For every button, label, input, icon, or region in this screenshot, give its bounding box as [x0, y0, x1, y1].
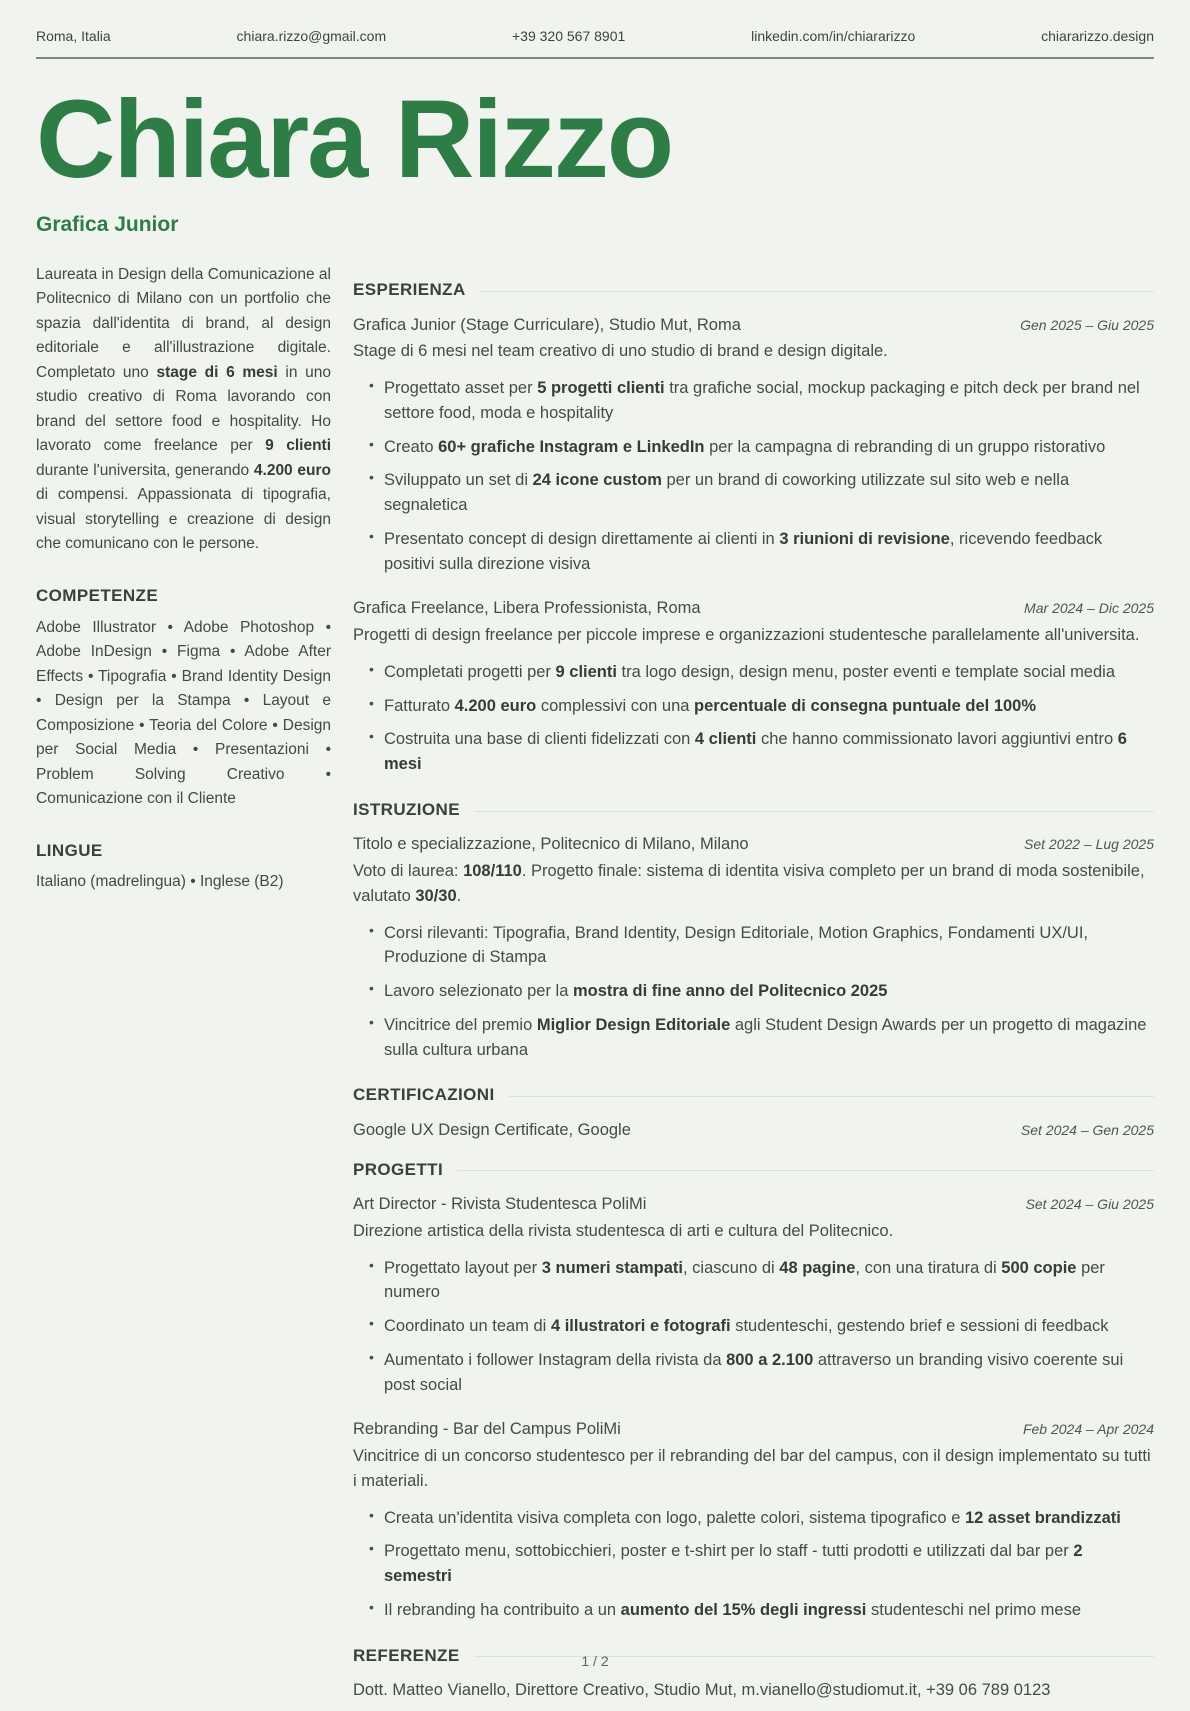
- section-certificazioni: [353, 1082, 1154, 1142]
- languages-list: Italiano (madrelingua) • Inglese (B2): [36, 873, 284, 891]
- entry-date: Set 2024 – Giu 2025: [1025, 1196, 1154, 1212]
- bullet-list: [353, 376, 1154, 576]
- entry-description: Direzione artistica della rivista studentesca di arti e cultura del Politecnico.: [353, 1221, 894, 1240]
- bullet-item: • Il rebranding ha contribuito a un aumento del 15% degli ingressi studenteschi nel primo mese: [369, 1598, 1154, 1623]
- bullet-item: • Fatturato 4.200 euro complessivi con una percentuale di consegna puntuale del 100%: [369, 694, 1154, 719]
- bullet-item: • Creato 60+ grafiche Instagram e LinkedIn per la campagna di rebranding di un gruppo ristorativo: [369, 435, 1154, 460]
- entry-title: Grafica Freelance, Libera Professionista, Roma: [353, 599, 701, 618]
- bullet-item: • Vincitrice del premio Miglior Design Editoriale agli Student Design Awards per un progetto di magazine sulla cultura urbana: [369, 1013, 1154, 1063]
- bullet-item: • Lavoro selezionato per la mostra di fine anno del Politecnico 2025: [369, 979, 1154, 1004]
- section-heading-rule: [480, 291, 1154, 292]
- education-entry: [353, 832, 1154, 1062]
- main-column: [353, 263, 1154, 1711]
- entry-description: Progetti di design freelance per piccole imprese e organizzazioni studentesche parallelamente all'universita.: [353, 626, 1140, 644]
- entry-date: Gen 2025 – Giu 2025: [1020, 316, 1154, 333]
- entry-title: Grafica Junior (Stage Curriculare), Studio Mut, Roma: [353, 315, 741, 334]
- entry-date: Mar 2024 – Dic 2025: [1024, 600, 1154, 617]
- section-heading-rule: [457, 1170, 1154, 1171]
- page-number: 1 / 2: [581, 1653, 609, 1669]
- bullet-item: • Aumentato i follower Instagram della rivista da 800 a 2.100 attraverso un branding visivo coerente sui post social: [369, 1348, 1154, 1398]
- entry-title: Google UX Design Certificate, Google: [353, 1120, 631, 1139]
- project-entry: [353, 1417, 1154, 1622]
- section-heading: REFERENZE: [353, 1645, 460, 1665]
- bullet-item: • Completati progetti per 9 clienti tra logo design, design menu, poster eventi e template social media: [369, 660, 1154, 685]
- entry-title: Art Director - Rivista Studentesca PoliMi: [353, 1195, 647, 1213]
- skills-heading: COMPETENZE: [36, 585, 159, 605]
- contact-phone[interactable]: +39 320 567 8901: [511, 28, 626, 44]
- entry-date: Set 2022 – Lug 2025: [1023, 836, 1154, 853]
- reference-contact: Dott. Matteo Vianello, Direttore Creativo, Studio Mut, m.vianello@studiomut.it, +39 06 789 0123: [353, 1681, 1051, 1699]
- experience-entry: [353, 596, 1154, 777]
- entry-title: Titolo e specializzazione, Politecnico di Milano, Milano: [353, 835, 749, 854]
- bullet-list: [353, 921, 1154, 1063]
- entry-description: Voto di laurea: 108/110. Progetto finale: sistema di identita visiva completo per un brand di moda sostenibile, valutato 30/30.: [353, 862, 1145, 905]
- entry-date: Set 2024 – Gen 2025: [1020, 1121, 1154, 1138]
- certification-entry: [353, 1118, 1154, 1143]
- section-heading: CERTIFICAZIONI: [353, 1085, 495, 1105]
- bullet-item: • Presentato concept di design direttamente ai clienti in 3 riunioni di revisione, ricevendo feedback positivi sulla direzione visiva: [369, 527, 1154, 577]
- entry-title: Rebranding - Bar del Campus PoliMi: [353, 1420, 621, 1439]
- page-title: Chiara Rizzo: [36, 78, 673, 201]
- entry-description: Vincitrice di un concorso studentesco per il rebranding del bar del campus, con il design implementato su tutti i materiali.: [353, 1447, 1151, 1490]
- section-heading: ISTRUZIONE: [353, 799, 460, 819]
- contact-website[interactable]: chiararizzo.design: [1041, 28, 1154, 44]
- section-heading: ESPERIENZA: [353, 280, 466, 299]
- contact-email[interactable]: chiara.rizzo@gmail.com: [236, 28, 387, 44]
- contact-location: Roma, Italia: [36, 28, 111, 44]
- sidebar: [36, 263, 331, 1711]
- bullet-item: • Coordinato un team di 4 illustratori e fotografi studenteschi, gestendo brief e sessioni di feedback: [369, 1314, 1154, 1339]
- bullet-item: • Sviluppato un set di 24 icone custom per un brand di coworking utilizzate sul sito web e nella segnaletica: [369, 468, 1154, 518]
- bullet-item: • Corsi rilevanti: Tipografia, Brand Identity, Design Editoriale, Motion Graphics, Fondamenti UX/UI, Produzione di Stampa: [369, 921, 1154, 971]
- bullet-item: • Progettato asset per 5 progetti clienti tra grafiche social, mockup packaging e pitch deck per brand nel settore food, moda e hospitality: [369, 376, 1154, 426]
- contact-linkedin[interactable]: linkedin.com/in/chiararizzo: [751, 28, 916, 44]
- bullet-item: • Progettato menu, sottobicchieri, poster e t-shirt per lo staff - tutti prodotti e utilizzati dal bar per 2 semestri: [369, 1539, 1154, 1589]
- bullet-item: • Progettato layout per 3 numeri stampati, ciascuno di 48 pagine, con una tiratura di 500 copie per numero: [369, 1256, 1154, 1306]
- contact-bar: [36, 0, 1154, 44]
- bullet-list: [353, 1506, 1154, 1623]
- entry-date: Feb 2024 – Apr 2024: [1022, 1421, 1154, 1438]
- bullet-item: • Creata un'identita visiva completa con logo, palette colori, sistema tipografico e 12 asset brandizzati: [369, 1506, 1154, 1531]
- section-heading-rule: [509, 1096, 1154, 1097]
- header-divider: [36, 57, 1154, 59]
- bullet-list: [353, 660, 1154, 777]
- experience-entry: [353, 313, 1154, 577]
- bullet-list: [353, 1256, 1154, 1398]
- summary-paragraph: Laureata in Design della Comunicazione al Politecnico di Milano con un portfolio che spazia dall'identita di brand, al design editoriale e all'illustrazione digitale. Completato uno stage di 6 mesi in uno studio creativo di Roma lavorando con brand del settore food e hospitality. Ho lavorato come freelance per 9 clienti durante l'universita, generando 4.200 euro di compensi. Appassionata di tipografia, visual storytelling e creazione di design che comunicano con le persone.: [36, 266, 332, 553]
- section-referenze: [353, 1643, 1154, 1703]
- bullet-item: • Costruita una base di clienti fidelizzati con 4 clienti che hanno commissionato lavori aggiuntivi entro 6 mesi: [369, 727, 1154, 777]
- job-role-subtitle: Grafica Junior: [36, 213, 179, 236]
- skills-list: Adobe Illustrator • Adobe Photoshop • Adobe InDesign • Figma • Adobe After Effects • Tipografia • Brand Identity Design • Design per la Stampa • Layout e Composizione • Teoria del Colore • Design per Social Media • Presentazioni • Problem Solving Creativo • Comunicazione con il Cliente: [36, 618, 331, 808]
- section-heading-rule: [474, 811, 1154, 812]
- section-progetti: [353, 1157, 1154, 1623]
- entry-description: Stage di 6 mesi nel team creativo di uno studio di brand e design digitale.: [353, 342, 888, 361]
- project-entry: [353, 1192, 1154, 1397]
- section-istruzione: [353, 797, 1154, 1063]
- languages-heading: LINGUE: [36, 840, 103, 860]
- section-esperienza: [353, 277, 1154, 777]
- section-heading: PROGETTI: [353, 1159, 444, 1179]
